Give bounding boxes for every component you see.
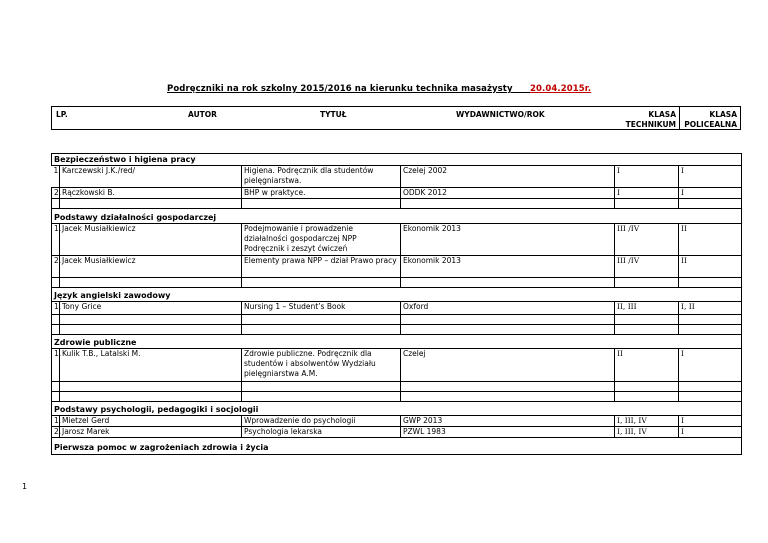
cell-tytul: Psychologia lekarska: [242, 427, 401, 438]
title-gap: ____: [512, 84, 531, 94]
header-tytul-cell: [238, 107, 401, 129]
cell-wyd: Ekonomik 2013: [401, 224, 615, 256]
cell-tytul: Zdrowie publiczne. Podręcznik dla studentów i absolwentów Wydziału pielęgniarstwa A.M.: [242, 349, 401, 382]
cell-autor: Jarosz Marek: [60, 427, 242, 438]
cell-technikum: I: [615, 166, 679, 188]
cell-technikum: II: [615, 349, 679, 382]
header-lp: LP.: [56, 110, 68, 119]
section-psychologia: Podstawy psychologii, pedagogiki i socjologii: [52, 402, 742, 416]
empty-row: [52, 278, 742, 288]
page-number: 1: [22, 482, 28, 491]
cell-wyd: Ekonomik 2013: [401, 256, 615, 278]
table-row: [52, 416, 742, 427]
empty-row: [52, 392, 742, 402]
cell-wyd: PZWL 1983: [401, 427, 615, 438]
header-wydawnictwo: WYDAWNICTWO/ROK: [456, 110, 545, 119]
cell-wyd: GWP 2013: [401, 416, 615, 427]
cell-policealna: II: [679, 224, 742, 256]
cell-autor: Jacek Musiałkiewicz: [60, 224, 242, 256]
header-autor-cell: [108, 107, 238, 129]
cell-wyd: Oxford: [401, 302, 615, 315]
cell-autor: Tony Grice: [60, 302, 242, 315]
cell-policealna: I, II: [679, 302, 742, 315]
section-bhp: Bezpieczeństwo i higiena pracy: [52, 154, 742, 166]
cell-wyd: Czelej: [401, 349, 615, 382]
cell-lp: 2.: [52, 427, 60, 438]
empty-row: [52, 382, 742, 392]
cell-tytul: Nursing 1 – Student’s Book: [242, 302, 401, 315]
document-title: [167, 84, 591, 94]
title-date: 20.04.2015r.: [530, 84, 592, 94]
header-policealna: POLICEALNA: [684, 120, 737, 129]
cell-technikum: I, III, IV: [615, 427, 679, 438]
header-tytul: TYTUŁ: [320, 110, 347, 119]
table-row: [52, 188, 742, 199]
cell-tytul: Podejmowanie i prowadzenie działalności gospodarczej NPP Podręcznik i zeszyt ćwiczeń: [242, 224, 401, 256]
cell-technikum: III /IV: [615, 224, 679, 256]
table-row: [52, 166, 742, 188]
section-row: [52, 209, 742, 224]
header-lp-cell: [52, 107, 108, 129]
cell-autor: Kulik T.B., Latalski M.: [60, 349, 242, 382]
section-zdrowie: Zdrowie publiczne: [52, 335, 742, 349]
empty-row: [52, 315, 742, 325]
cell-tytul: Higiena. Podręcznik dla studentów pielęgniarstwa.: [242, 166, 401, 188]
section-row: [52, 402, 742, 416]
header-technikum: TECHNIKUM: [625, 120, 676, 129]
cell-wyd: Czelej 2002: [401, 166, 615, 188]
cell-lp: 1: [52, 166, 60, 188]
cell-technikum: I, III, IV: [615, 416, 679, 427]
cell-tytul: Elementy prawa NPP – dział Prawo pracy: [242, 256, 401, 278]
cell-autor: Jacek Musiałkiewicz: [60, 256, 242, 278]
table-row: [52, 427, 742, 438]
section-row: [52, 335, 742, 349]
header-wyd-cell: [401, 107, 601, 129]
textbook-table: [51, 153, 742, 455]
cell-policealna: II: [679, 256, 742, 278]
title-text: Podręczniki na rok szkolny 2015/2016 na kierunku technika masażysty: [167, 84, 513, 94]
header-pol-cell: [679, 107, 740, 129]
section-row: [52, 288, 742, 302]
cell-policealna: I: [679, 427, 742, 438]
section-pierwsza-pomoc: Pierwsza pomoc w zagrożeniach zdrowia i życia: [52, 438, 742, 455]
cell-technikum: III /IV: [615, 256, 679, 278]
cell-policealna: I: [679, 166, 742, 188]
cell-autor: Mietzel Gerd: [60, 416, 242, 427]
cell-tytul: Wprowadzenie do psychologii: [242, 416, 401, 427]
cell-policealna: I: [679, 188, 742, 199]
cell-lp: 1.: [52, 302, 60, 315]
table-row: [52, 302, 742, 315]
cell-lp: 2.: [52, 256, 60, 278]
cell-policealna: I: [679, 349, 742, 382]
section-dzialalnosc: Podstawy działalności gospodarczej: [52, 209, 742, 224]
header-klasa-2: KLASA: [709, 110, 737, 119]
header-table: [51, 106, 741, 130]
table-row: [52, 349, 742, 382]
header-autor: AUTOR: [188, 110, 217, 119]
header-tech-cell: [601, 107, 679, 129]
cell-tytul: BHP w praktyce.: [242, 188, 401, 199]
cell-lp: 1.: [52, 416, 60, 427]
cell-autor: Karczewski J.K./red/: [60, 166, 242, 188]
section-row: [52, 154, 742, 166]
header-klasa-1: KLASA: [648, 110, 676, 119]
table-row: [52, 224, 742, 256]
table-row: [52, 256, 742, 278]
cell-lp: 1.: [52, 349, 60, 382]
section-row: [52, 438, 742, 455]
empty-row: [52, 199, 742, 209]
empty-row: [52, 325, 742, 335]
cell-lp: 2.: [52, 188, 60, 199]
cell-wyd: ODDK 2012: [401, 188, 615, 199]
cell-autor: Rączkowski B.: [60, 188, 242, 199]
cell-policealna: I: [679, 416, 742, 427]
cell-lp: 1.: [52, 224, 60, 256]
section-angielski: Język angielski zawodowy: [52, 288, 742, 302]
cell-technikum: I: [615, 188, 679, 199]
cell-technikum: II, III: [615, 302, 679, 315]
